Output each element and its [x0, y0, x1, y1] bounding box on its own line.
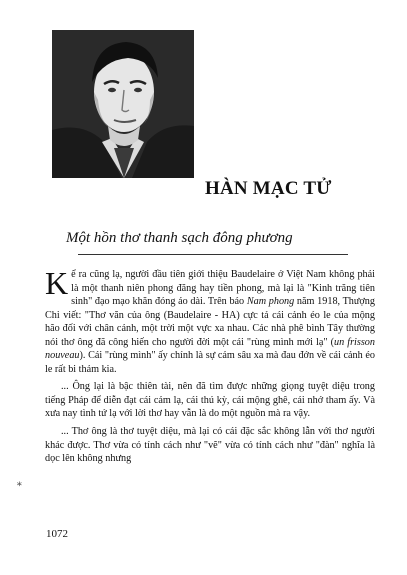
- p1-segment-3: un frisson nouveau: [45, 336, 375, 362]
- p1-segment-0: ể ra cũng lạ, người đầu tiên giới thiệu Baudelaire ở Việt Nam không phải là một thanh niên phong đăng hay tiền phong, mà lại là "Kinh trăng tiên sinh" đạo mạo khăn đóng áo dài. Trên báo: [71, 269, 375, 308]
- portrait-image: [52, 30, 194, 178]
- subtitle-underline: [78, 254, 348, 255]
- paragraph-3: [45, 425, 375, 466]
- article-body: [45, 265, 375, 466]
- paragraph-1-text: [45, 265, 375, 375]
- p2-segment-0: ... Ông lại là bậc thiên tài, nên đã tìm được những giọng tuyệt diệu trong tiếng Pháp để diễn đạt cái cảm lạ, cái thú kỳ, cái mộng ghê, cái nhớ tham ấy. Và xưa nay tình tứ lạ với lời thơ hay vẫn là do một nguồn mà ra vậy.: [45, 381, 375, 420]
- p1-segment-2: năm 1918, Thượng Chi viết: "Thơ văn của ông (Baudelaire - HA) cực tả cái cảnh éo le của mộng hão đối với chân cảnh, một trời một vực xa nhau. Các nhà phê bình Tây thường nói thơ ông đã công hiến cho người đời một cái "rùng mình mới lạ" (: [45, 296, 375, 348]
- author-portrait: [52, 30, 194, 178]
- poem-subtitle: Một hồn thơ thanh sạch đông phương: [66, 230, 293, 246]
- author-name: HÀN MẠC TỬ: [205, 178, 332, 199]
- p3-segment-0: ... Thơ ông là thơ tuyệt diệu, mà lại có cái đặc sắc không lẫn với thơ người khác được. Thơ vừa có tính cách như "vẽ" vừa có tính cách như "đàn" nghĩa là dọc lên không nhưng: [45, 426, 375, 465]
- drop-cap: K: [45, 265, 69, 301]
- p1-segment-1: Nam phong: [246, 296, 295, 308]
- paragraph-2: [45, 380, 375, 421]
- paragraph-1: [45, 265, 375, 376]
- page-number: 1072: [46, 528, 68, 540]
- p1-segment-4: ). Cái "rùng mình" ấy chính là sự cảm sâu xa mà đau đớn về cái cảnh éo le rất bi thảm kia.: [45, 350, 375, 375]
- margin-mark: ∗: [16, 479, 23, 490]
